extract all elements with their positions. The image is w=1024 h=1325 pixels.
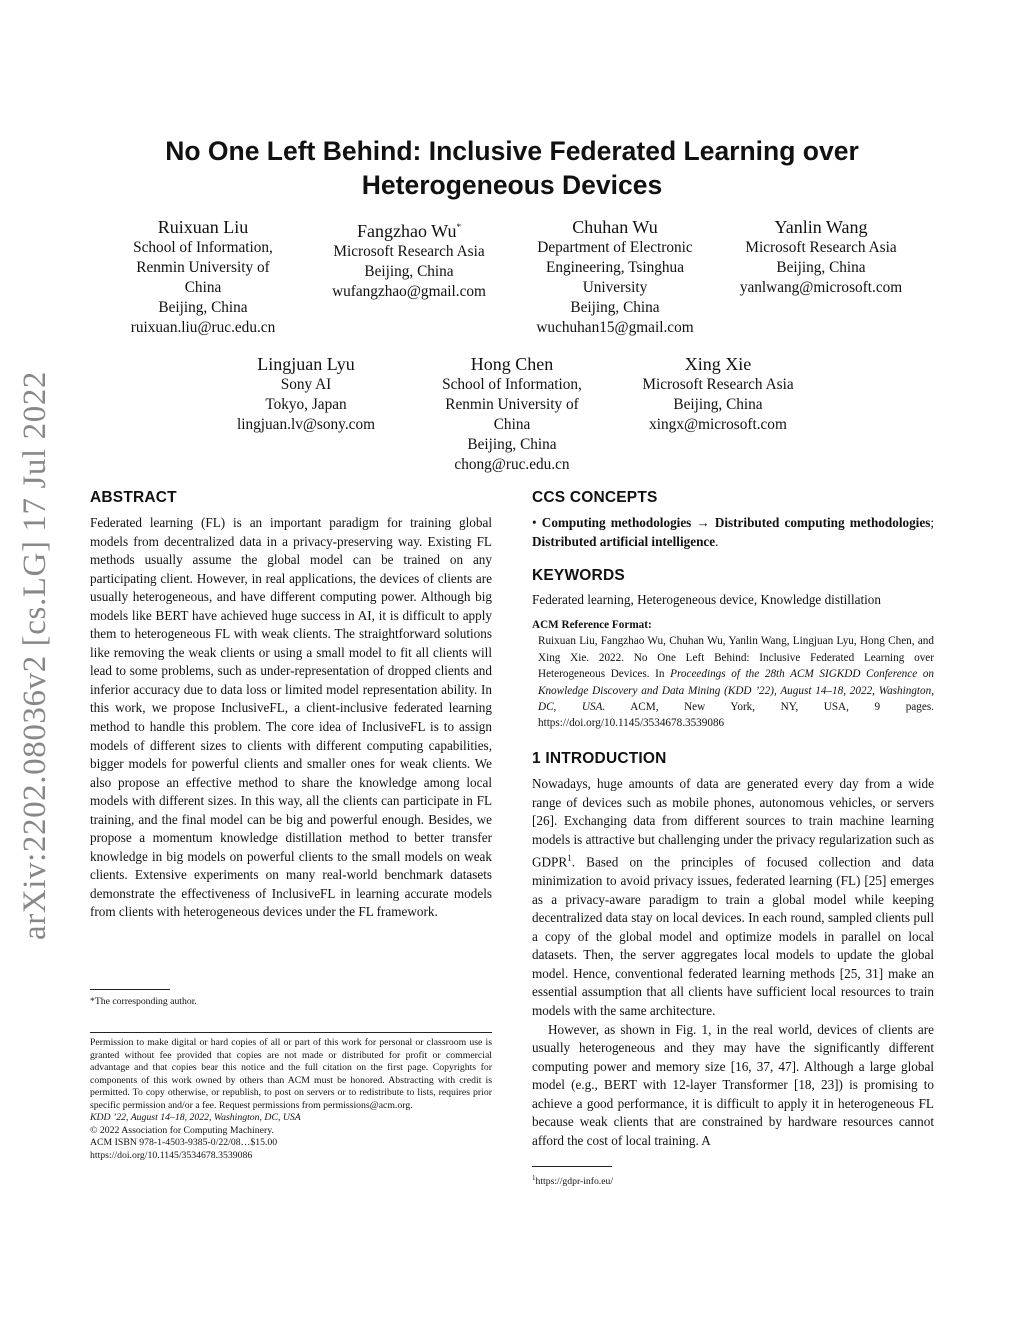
ccs-concept: Computing methodologies: [541, 515, 692, 530]
abstract-body: [90, 514, 492, 922]
ccs-bullet: •: [532, 515, 537, 530]
author-name: Ruixuan Liu: [157, 217, 249, 237]
author-affil-line: Microsoft Research Asia: [745, 239, 897, 256]
reference-format-label: ACM Reference Format:: [532, 619, 652, 631]
keywords-text: Federated learning, Heterogeneous device, Knowledge distillation: [532, 592, 881, 607]
author-affil-line: Tokyo, Japan: [265, 396, 347, 413]
reference-proceedings: Proceedings of the 28th ACM SIGKDD Conference on Knowledge Discovery and Data Mining (KDD ’22), August 14–18, 2022, Washington, DC, USA.: [538, 668, 935, 714]
author-affil-line: Microsoft Research Asia: [642, 376, 794, 393]
author-block: [618, 353, 818, 435]
corresponding-mark: *: [456, 222, 461, 232]
intro-paragraph-1: [532, 775, 934, 1021]
author-name-text: Fangzhao Wu: [357, 221, 457, 241]
arxiv-id: arXiv:2202.08036v2 [cs.LG] 17 Jul 2022: [17, 370, 54, 940]
author-email[interactable]: ruixuan.liu@ruc.edu.cn: [130, 319, 276, 336]
ccs-arrow: →: [696, 515, 710, 530]
author-name: Xing Xie: [684, 354, 752, 374]
ccs-heading: CCS CONCEPTS: [532, 489, 658, 506]
venue-line: KDD ’22, August 14–18, 2022, Washington, DC, USA: [90, 1112, 301, 1123]
paper-title: [100, 134, 924, 202]
abstract-paragraph: Federated learning (FL) is an important paradigm for training global models from decentralized data in a privacy-preserving way. Existing FL methods usually assume the global model can be trained on any participating client. However, in real applications, the devices of clients are usually heterogeneous, and have different computing power. Although big models like BERT have achieved huge success in AI, it is difficult to apply them to heterogeneous FL with weak clients. The straightforward solutions like removing the weak clients or using a small model to fit all clients will lead to some problems, such as under-representation of dropped clients and inferior accuracy due to data loss or limited model representation ability. In this work, we propose InclusiveFL, a client-inclusive federated learning method to handle this problem. The core idea of InclusiveFL is to assign models of different sizes to clients with different computing capabilities, bigger models for powerful clients and smaller ones for weak clients. We also propose an effective method to share the knowledge among local models with different sizes. In this way, all the clients can participate in FL training, and the final model can be big and powerful enough. Besides, we propose a momentum knowledge distillation method to better transfer knowledge in big models on powerful clients to the small models on weak clients. Extensive experiments on many real-world benchmark datasets demonstrate the effectiveness of InclusiveFL in learning accurate models from clients with heterogeneous devices under the FL framework.: [90, 515, 492, 920]
permission-block: [90, 1037, 492, 1162]
ccs-concept: Distributed artificial intelligence: [532, 533, 716, 549]
author-block: [515, 216, 715, 338]
permission-text: Permission to make digital or hard copies of all or part of this work for personal or classroom use is granted without fee provided that copies are not made or distributed for profit or commercial advantage and that copies bear this notice and the full citation on the first page. Copyrights for components of this work owned by others than ACM must be honored. Abstracting with credit is permitted. To copy otherwise, or republish, to post on servers or to redistribute to lists, requires prior specific permission and/or a fee. Request permissions from permissions@acm.org.: [90, 1037, 492, 1111]
author-affil-line: China: [184, 279, 222, 296]
corresponding-author-footnote: *The corresponding author.: [90, 996, 197, 1007]
keywords-heading: KEYWORDS: [532, 567, 625, 584]
author-block: [721, 216, 921, 298]
author-block: [206, 353, 406, 435]
introduction-heading: 1 INTRODUCTION: [532, 750, 667, 767]
author-affil-line: Beijing, China: [467, 436, 557, 453]
author-name: Yanlin Wang: [774, 217, 868, 237]
gdpr-footnote-mark[interactable]: 1: [567, 853, 572, 864]
author-email[interactable]: chong@ruc.edu.cn: [454, 456, 570, 473]
permission-rule: [90, 1032, 492, 1033]
title-line-1: No One Left Behind: Inclusive Federated Learning over: [165, 136, 859, 166]
footnote-rule: [90, 989, 170, 990]
intro-text: . Based on the principles of focused collection and data minimization to avoid privacy issues, federated learning (FL) [25] emerges as a privacy-aware paradigm to train a global model while keeping decentralized data stay on local devices. In each round, sampled clients pull a copy of the global model and optimize models in parallel on local datasets. Then, the server aggregates local models to update the global model. Hence, conventional federated learning methods [25, 31] make an essential assumption that all clients have sufficient local resources to train models with the same architecture.: [532, 854, 934, 1018]
author-affil-line: Department of Electronic: [537, 239, 693, 256]
author-block: [309, 216, 509, 302]
ccs-concepts: [532, 514, 934, 551]
abstract-heading: ABSTRACT: [90, 489, 177, 506]
author-name: Hong Chen: [470, 354, 554, 374]
author-block: [412, 353, 612, 475]
reference-format: [532, 617, 934, 732]
footnote-rule: [532, 1166, 612, 1167]
intro-paragraph-2: However, as shown in Fig. 1, in the real world, devices of clients are usually heterogeneous and they may have the significantly different computing power and memory size [16, 37, 47]. Although a large global model (e.g., BERT with 12-layer Transformer [18, 23]) is promising to achieve a good performance, it is difficult to apply it in heterogeneous FL because weak clients that are constrained by hardware resources cannot afford the cost of local training. A: [532, 1021, 934, 1148]
isbn-line: ACM ISBN 978-1-4503-9385-0/22/08…$15.00: [90, 1137, 278, 1148]
ccs-concept: Distributed computing methodologies: [714, 515, 931, 530]
author-affil-line: Beijing, China: [158, 299, 248, 316]
author-email[interactable]: wuchuhan15@gmail.com: [536, 319, 694, 336]
arxiv-stamp: [12, 360, 60, 950]
author-name: Lingjuan Lyu: [257, 354, 355, 374]
intro-text: Nowadays, huge amounts of data are generated every day from a wide range of devices such as mobile phones, autonomous vehicles, or servers [26]. Exchanging data from different sources to train machine learning models is attractive but challenging under the privacy regularization such as GDPR: [532, 776, 934, 870]
author-affil-line: Engineering, Tsinghua: [546, 259, 684, 276]
author-name: Chuhan Wu: [572, 217, 658, 237]
author-affil-line: Beijing, China: [776, 259, 866, 276]
ccs-end: .: [715, 533, 719, 549]
doi-link[interactable]: https://doi.org/10.1145/3534678.3539086: [90, 1149, 253, 1161]
reference-authors: Ruixuan Liu, Fangzhao Wu, Chuhan Wu, Yanlin Wang, Lingjuan Lyu, Hong Chen, and Xing Xie. 2022. No One Left Behind: Inclusive Federated Learning over Heterogeneous Devices. In: [538, 635, 934, 681]
author-affil-line: Microsoft Research Asia: [333, 243, 485, 260]
reference-publisher[interactable]: ACM, New York, NY, USA, 9 pages. https://doi.org/10.1145/3534678.3539086: [538, 701, 934, 730]
author-email[interactable]: lingjuan.lv@sony.com: [236, 416, 375, 433]
author-affil-line: Beijing, China: [673, 396, 763, 413]
author-affil-line: China: [493, 416, 531, 433]
author-affil-line: Renmin University of: [136, 259, 270, 276]
gdpr-footnote: [532, 1172, 613, 1188]
author-affil-line: Beijing, China: [570, 299, 660, 316]
author-block: [103, 216, 303, 338]
author-affil-line: Sony AI: [280, 376, 332, 393]
author-affil-line: School of Information,: [133, 239, 273, 256]
author-email[interactable]: yanlwang@microsoft.com: [739, 279, 903, 296]
introduction-body: [532, 775, 934, 1150]
footnote-mark: 1: [532, 1174, 536, 1182]
author-affil-line: University: [582, 279, 648, 296]
author-email[interactable]: xingx@microsoft.com: [649, 416, 787, 433]
author-affil-line: Beijing, China: [364, 263, 454, 280]
author-name: [309, 216, 509, 242]
title-line-2: Heterogeneous Devices: [361, 170, 663, 200]
author-affil-line: School of Information,: [442, 376, 582, 393]
ccs-separator: ;: [930, 515, 935, 530]
copyright-line: © 2022 Association for Computing Machinery.: [90, 1124, 274, 1136]
author-affil-line: Renmin University of: [445, 396, 579, 413]
gdpr-footnote-link[interactable]: https://gdpr-info.eu/: [535, 1176, 614, 1188]
author-email[interactable]: wufangzhao@gmail.com: [332, 283, 486, 300]
